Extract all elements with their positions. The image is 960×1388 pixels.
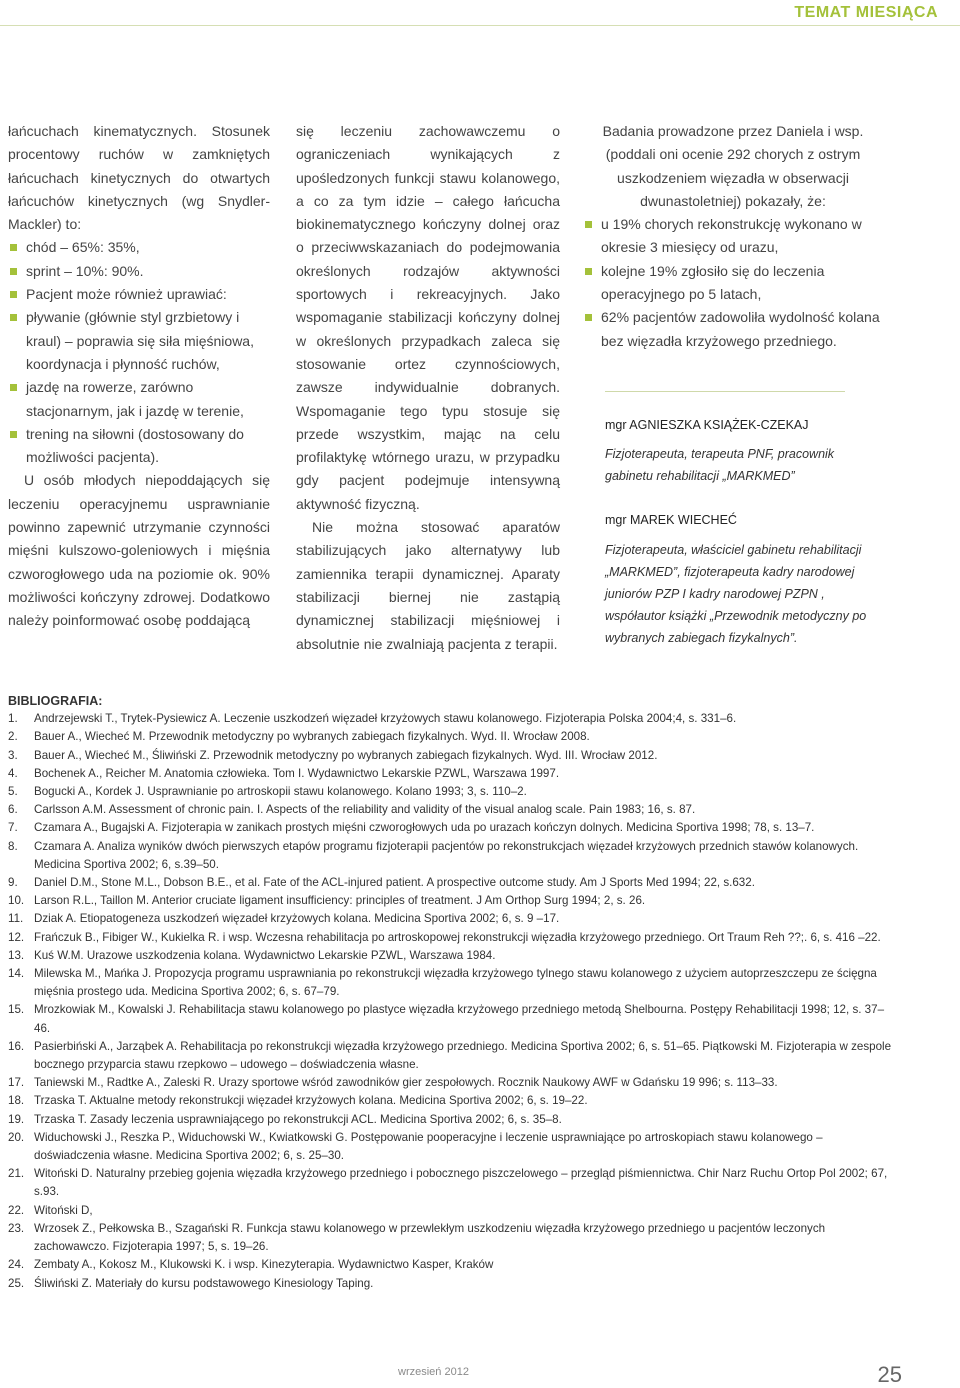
- bibliography-number: 19.: [8, 1112, 25, 1126]
- text-column-3: [583, 120, 883, 649]
- bullet-icon: [10, 244, 17, 251]
- bibliography-number: 20.: [8, 1130, 25, 1144]
- bibliography-item: [8, 1038, 900, 1074]
- bibliography-item: [8, 929, 900, 947]
- bibliography-list: [8, 710, 900, 1293]
- list-item: Pacjent może również uprawiać:: [8, 283, 270, 306]
- bibliography-item: [8, 801, 900, 819]
- bibliography-text: Taniewski M., Radtke A., Zaleski R. Urazy sportowe wśród zawodników gier zespołowych. Rocznik Naukowy AWF w Gdańsku 19 996; s. 113–33.: [34, 1076, 778, 1090]
- paragraph: U osób młodych niepoddających się leczeniu operacyjnemu usprawnianie powinno zapewnić utrzymanie czynności mięśni kulszowo-goleniowych i mięśnia czworogłowego uda na poziomie ok. 90% możliwości kończyny zdrowej. Dodatkowo należy poinformować osobę poddającą: [8, 472, 270, 629]
- bibliography-number: 1.: [8, 712, 18, 726]
- bibliography-number: 13.: [8, 948, 25, 962]
- bibliography-number: 17.: [8, 1076, 25, 1090]
- bibliography-item: [8, 710, 900, 728]
- bibliography-item: [8, 892, 900, 910]
- bibliography-number: 6.: [8, 803, 18, 817]
- text-column-2: [296, 120, 560, 656]
- bullet-list: [8, 236, 270, 469]
- bibliography-number: 7.: [8, 821, 18, 835]
- header-bar: [0, 0, 960, 40]
- bibliography-item: [8, 947, 900, 965]
- bullet-icon: [585, 268, 592, 275]
- list-item: chód – 65%: 35%,: [8, 236, 270, 259]
- bibliography-text: Trzaska T. Aktualne metody rekonstrukcji więzadeł krzyżowych kolana. Medicina Sportiva 2002; 6, s. 19–22.: [34, 1094, 588, 1108]
- bibliography-item: [8, 1129, 900, 1165]
- bibliography-item: [8, 910, 900, 928]
- bibliography-number: 9.: [8, 876, 18, 890]
- bullet-icon: [10, 268, 17, 275]
- bullet-icon: [10, 314, 17, 321]
- bibliography-text: Bogucki A., Kordek J. Usprawnianie po artroskopii stawu kolanowego. Kolano 1993; 3, s. 110–2.: [34, 785, 527, 799]
- bibliography-text: Bauer A., Wiecheć M. Przewodnik metodyczny po wybranych zabiegach fizykalnych. Wyd. II. Wrocław 2008.: [34, 730, 590, 744]
- author-divider: [605, 391, 845, 392]
- list-item: 62% pacjentów zadowoliła wydolność kolana bez więzadła krzyżowego przedniego.: [583, 306, 883, 353]
- bibliography-text: Czamara A., Bugajski A. Fizjoterapia w zanikach prostych mięśni czworogłowych uda po urazach kończyn dolnych. Medicina Sportiva 1998; 78, s. 13–7.: [34, 821, 815, 835]
- author-description: Fizjoterapeuta, właściciel gabinetu rehabilitacji „MARKMED”, fizjoterapeuta kadry narodowej juniorów PZP I kadry narodowej PZPN , współautor książki „Przewodnik metodyczny po wybranych zabiegach fizykalnych”.: [605, 542, 867, 645]
- bibliography-item: [8, 1275, 900, 1293]
- bibliography-number: 8.: [8, 839, 18, 853]
- bibliography-item: [8, 1220, 900, 1256]
- bibliography-item: [8, 1165, 900, 1201]
- section-title: TEMAT MIESIĄCA: [794, 4, 938, 21]
- bibliography-text: Dziak A. Etiopatogeneza uszkodzeń więzadeł krzyżowych kolana. Medicina Sportiva 2002; 6, s. 9 –17.: [34, 912, 560, 926]
- bibliography-text: Zembaty A., Kokosz M., Klukowski K. i wsp. Kinezyterapia. Wydawnictwo Kasper, Kraków: [34, 1258, 494, 1272]
- issue-date: wrzesień 2012: [398, 1366, 469, 1378]
- bibliography: [8, 692, 900, 1293]
- list-item: u 19% chorych rekonstrukcję wykonano w okresie 3 miesięcy od urazu,: [583, 213, 883, 260]
- bibliography-number: 24.: [8, 1258, 25, 1272]
- list-item: jazdę na rowerze, zarówno stacjonarnym, jak i jazdę w terenie,: [8, 376, 270, 423]
- list-item: trening na siłowni (dostosowany do możliwości pacjenta).: [8, 423, 270, 470]
- bibliography-text: Bauer A., Wiecheć M., Śliwiński Z. Przewodnik metodyczny po wybranych zabiegach fizykalnych. Wyd. III. Wrocław 2012.: [34, 748, 658, 762]
- bibliography-number: 5.: [8, 785, 18, 799]
- author-name: mgr MAREK WIECHEĆ: [605, 513, 737, 528]
- bullet-icon: [585, 314, 592, 321]
- bibliography-number: 4.: [8, 766, 18, 780]
- bibliography-text: Frańczuk B., Fibiger W., Kukielka R. i wsp. Wczesna rehabilitacja po artroskopowej rekonstrukcji więzadła krzyżowego przedniego. Ort Traum Reh ??;. 6, s. 416 –22.: [34, 930, 881, 944]
- bibliography-text: Milewska M., Mańka J. Propozycja programu usprawniania po rekonstrukcji więzadła krzyżowego tylnego stawu kolanowego z użyciem autoprzeszczepu ze ścięgna mięśnia prostego uda. Medicina Sportiva 2002; 6, s. 67–79.: [34, 967, 877, 999]
- bibliography-number: 12.: [8, 930, 25, 944]
- bibliography-number: 11.: [8, 912, 24, 926]
- bibliography-number: 3.: [8, 748, 18, 762]
- bibliography-text: Witoński D,: [34, 1203, 93, 1217]
- list-item: kolejne 19% zgłosiło się do leczenia operacyjnego po 5 latach,: [583, 260, 883, 307]
- bibliography-text: Daniel D.M., Stone M.L., Dobson B.E., et al. Fate of the ACL-injured patient. A prospective outcome study. Am J Sports Med 1994; 22, s.632.: [34, 876, 755, 890]
- bibliography-number: 16.: [8, 1039, 25, 1053]
- paragraph: Badania prowadzone przez Daniela i wsp. (poddali oni ocenie 292 chorych z ostrym uszkodzeniem więzadła w obserwacji dwunastoletniej) pokazały, że:: [602, 123, 864, 209]
- bibliography-item: [8, 1256, 900, 1274]
- bibliography-number: 14.: [8, 967, 25, 981]
- bullet-list: [583, 213, 883, 353]
- bibliography-text: Kuś W.M. Urazowe uszkodzenia kolana. Wydawnictwo Lekarskie PZWL, Warszawa 1984.: [34, 948, 496, 962]
- header-divider: [0, 25, 960, 26]
- bibliography-text: Carlsson A.M. Assessment of chronic pain. I. Aspects of the reliability and validity of the visual analog scale. Pain 1983; 16, s. 87.: [34, 803, 696, 817]
- bibliography-number: 15.: [8, 1003, 25, 1017]
- paragraph: Nie można stosować aparatów stabilizujących jako alternatywy lub zamiennika terapii dynamicznej. Aparaty stabilizacji biernej nie zastąpią dynamicznej stabilizacji mięśniowej i absolutnie nie zwalniają pacjenta z terapii.: [296, 519, 560, 652]
- bibliography-number: 25.: [8, 1276, 25, 1290]
- bibliography-item: [8, 765, 900, 783]
- bibliography-number: 21.: [8, 1167, 25, 1181]
- bibliography-text: Witoński D. Naturalny przebieg gojenia więzadła krzyżowego przedniego i pobocznego piszczelowego – przegląd piśmiennictwa. Chir Narz Ruchu Ortop Pol 2002; 67, s.93.: [34, 1167, 888, 1199]
- paragraph: łańcuchach kinematycznych. Stosunek procentowy ruchów w zamkniętych łańcuchach kinetycznych do otwartych łańcuchów kinetycznych (wg Snydler-Mackler) to:: [8, 123, 270, 233]
- bibliography-item: [8, 1092, 900, 1110]
- bibliography-item: [8, 728, 900, 746]
- bibliography-text: Widuchowski J., Reszka P., Widuchowski W., Kwiatkowski G. Postępowanie pooperacyjne i leczenie usprawniające po artroskopiach stawu kolanowego – doświadczenia własne. Medicina Sportiva 2002; 6, s. 25–30.: [34, 1130, 823, 1163]
- author-description: Fizjoterapeuta, terapeuta PNF, pracownik gabinetu rehabilitacji „MARKMED”: [605, 447, 835, 484]
- bibliography-text: Andrzejewski T., Trytek-Pysiewicz A. Leczenie uszkodzeń więzadeł krzyżowych stawu kolanowego. Fizjoterapia Polska 2004;4, s. 331–6.: [34, 712, 737, 726]
- bullet-icon: [10, 431, 17, 438]
- author-name: mgr AGNIESZKA KSIĄŻEK-CZEKAJ: [605, 417, 809, 432]
- bibliography-item: [8, 965, 900, 1001]
- bibliography-item: [8, 1111, 900, 1129]
- bibliography-item: [8, 747, 900, 765]
- bibliography-item: [8, 1001, 900, 1037]
- bullet-icon: [585, 221, 592, 228]
- bibliography-number: 18.: [8, 1094, 25, 1108]
- bibliography-text: Larson R.L., Taillon M. Anterior cruciate ligament insufficiency: principles of treatment. J Am Orthop Surg 1994; 2, s. 26.: [34, 894, 646, 908]
- bibliography-text: Czamara A. Analiza wyników dwóch pierwszych etapów programu fizjoterapii pacjentów po rekonstrukcjach więzadeł krzyżowych przednich stawów kolanowych. Medicina Sportiva 2002; 6, s.39–50.: [34, 839, 859, 871]
- list-item: pływanie (głównie styl grzbietowy i kraul) – poprawia się siła mięśniowa, koordynacja i płynność ruchów,: [8, 306, 270, 376]
- bibliography-item: [8, 874, 900, 892]
- bibliography-number: 10.: [8, 894, 25, 908]
- bullet-icon: [10, 291, 17, 298]
- bibliography-item: [8, 838, 900, 874]
- bibliography-item: [8, 1074, 900, 1092]
- bibliography-text: Pasierbiński A., Jarząbek A. Rehabilitacja po rekonstrukcji więzadła krzyżowego przedniego. Medicina Sportiva 2002; 6, s. 51–65. Piątkowski M. Fizjoterapia w zespole bocznego przyparcia stawu rzepkowo – udowego – doświadczenia własne.: [34, 1039, 892, 1072]
- bibliography-text: Bochenek A., Reicher M. Anatomia człowieka. Tom I. Wydawnictwo Lekarskie PZWL, Warszawa 1997.: [34, 766, 560, 780]
- bibliography-text: Śliwiński Z. Materiały do kursu podstawowego Kinesiology Taping.: [34, 1276, 374, 1290]
- bibliography-text: Trzaska T. Zasady leczenia usprawniającego po rekonstrukcji ACL. Medicina Sportiva 2002; 6, s. 35–8.: [34, 1112, 562, 1126]
- bibliography-number: 2.: [8, 730, 18, 744]
- paragraph: się leczeniu zachowawczemu o ograniczeniach wynikających z upośledzonych funkcji stawu kolanowego, a co za tym idzie – całego łańcucha biokinematycznego kończyny dolnej oraz o przeciwwskazaniach do podejmowania określonych rodzajów aktywności sportowych i rekreacyjnych. Jako wspomaganie stabilizacji kończyny dolnej w określonych przypadkach zaleca się stosowanie ortez czynnościowych, zawsze indywidualnie dobranych. Wspomaganie tego typu stosuje się przede wszystkim, mając na celu profilaktykę wtórnego urazu, w przypadku gdy pacjent podejmuje intensywną aktywność fizyczną.: [296, 123, 560, 512]
- bibliography-number: 23.: [8, 1221, 25, 1235]
- bibliography-number: 22.: [8, 1203, 25, 1217]
- list-item: sprint – 10%: 90%.: [8, 260, 270, 283]
- text-column-1: [8, 120, 270, 633]
- bullet-icon: [10, 384, 17, 391]
- bibliography-item: [8, 783, 900, 801]
- bibliography-title: BIBLIOGRAFIA:: [8, 694, 103, 708]
- bibliography-text: Wrzosek Z., Pełkowska B., Szagański R. Funkcja stawu kolanowego w przewlekłym uszkodzeniu więzadła krzyżowego przedniego u pacjentów leczonych zachowawczo. Fizjoterapia 1997; 5, s. 19–26.: [34, 1221, 826, 1254]
- bibliography-item: [8, 1202, 900, 1220]
- page-number: 25: [877, 1362, 902, 1387]
- bibliography-item: [8, 819, 900, 837]
- bibliography-text: Mrozkowiak M., Kowalski J. Rehabilitacja stawu kolanowego po plastyce więzadła krzyżowego przedniego metodą Shelbourna. Postępy Rehabilitacji 1998; 12, s. 37–46.: [34, 1003, 885, 1035]
